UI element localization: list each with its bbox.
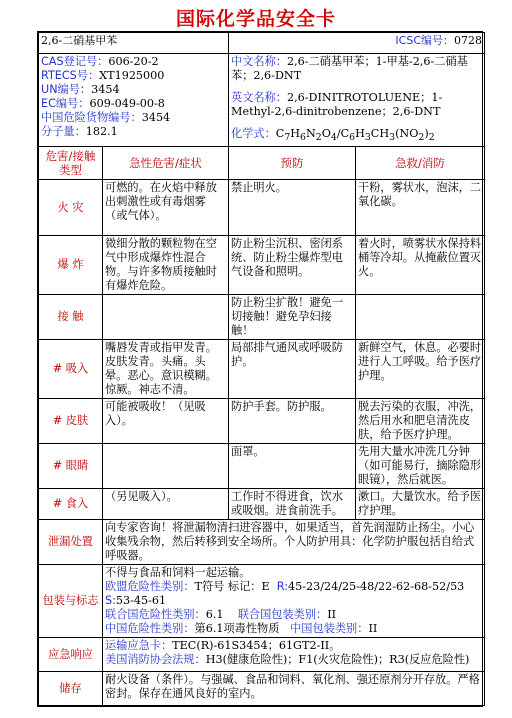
chemical-name <box>39 33 229 54</box>
col-type: 危害/接触类型 <box>39 147 103 180</box>
row-prevention-explosion: 防止粉尘沉积、密闭系统、防止粉尘爆炸型电气设备和照明。 <box>229 236 356 295</box>
un-class-value: 6.1 <box>205 608 224 622</box>
col-prevention: 预防 <box>229 147 356 180</box>
identifiers-block <box>39 54 229 147</box>
en-name-label: 英文名称： <box>231 91 287 104</box>
icsc-value: 0728 <box>454 34 482 47</box>
row-hazard-eyes <box>103 444 229 489</box>
names-block <box>229 54 485 147</box>
emergency-text <box>103 638 485 672</box>
row-type-ingestion: # 食入 <box>39 489 103 520</box>
packaging-text <box>103 565 485 638</box>
nfpa-value: H3(健康危险性)；F1(火灾危险性)；R3(反应危险性) <box>205 653 470 667</box>
row-hazard-explosion: 微细分散的颗粒物在空气中形成爆炸性混合物。与许多物质接触时有爆炸危险。 <box>103 236 229 295</box>
rtecs-label: RTECS号： <box>41 69 100 82</box>
r-phrase-label: R: <box>276 580 288 594</box>
un-pack-value: II <box>327 608 337 622</box>
nfpa-label: 美国消防协会法规： <box>105 653 206 667</box>
formula-label: 化学式： <box>231 127 276 140</box>
un-value: 3454 <box>91 83 120 96</box>
safety-card <box>37 31 483 707</box>
col-hazard: 急性危害/症状 <box>103 147 229 180</box>
storage-label: 储存 <box>39 672 103 706</box>
cn-name-value: 2,6-二硝基甲苯；1-甲基-2,6-二硝基苯；2,6-DNT <box>231 55 468 82</box>
cas-value: 606-20-2 <box>108 55 159 68</box>
row-hazard-inhalation: 嘴唇发青或指甲发青。皮肤发青。头痛。头晕。恶心。意识模糊。惊厥。神志不清。 <box>103 340 229 399</box>
row-aid-explosion: 着火时，喷雾状水保持料桶等冷却。从掩蔽位置灭火。 <box>356 236 485 295</box>
row-aid-inhalation: 新鲜空气，休息。必要时进行人工呼吸。给予医疗护理。 <box>356 340 485 399</box>
s-phrase-label: S: <box>105 594 116 608</box>
row-hazard-skin: 可能被吸收！（见吸入）。 <box>103 399 229 444</box>
row-aid-fire: 干粉，雾状水，泡沫，二氧化碳。 <box>356 180 485 236</box>
cn-value: 3454 <box>141 111 171 124</box>
row-prevention-fire: 禁止明火。 <box>229 180 356 236</box>
cn-name-label: 中文名称： <box>231 55 287 68</box>
row-hazard-ingestion: （另见吸入）。 <box>103 489 229 520</box>
row-type-explosion: 爆 炸 <box>39 236 103 295</box>
row-prevention-ingestion: 工作时不得进食，饮水或吸烟。进食前洗手。 <box>229 489 356 520</box>
row-type-fire: 火 灾 <box>39 180 103 236</box>
cn-class-label: 中国危险性类别： <box>105 622 195 636</box>
emergency-label: 应急响应 <box>39 638 103 672</box>
card-title: 国际化学品安全卡 <box>175 8 336 30</box>
row-aid-ingestion: 漱口。大量饮水。给予医疗护理。 <box>356 489 485 520</box>
cn-pack-label: 中国包装类别： <box>290 622 369 636</box>
row-prevention-skin: 防护手套。防护服。 <box>229 399 356 444</box>
icsc-label: ICSC编号： <box>395 34 454 47</box>
row-prevention-inhalation: 局部排气通风或呼吸防护。 <box>229 340 356 399</box>
row-aid-skin: 脱去污染的衣服，冲洗，然后用水和肥皂清洗皮肤，给予医疗护理。 <box>356 399 485 444</box>
un-pack-label: 联合国包装类别： <box>237 608 328 622</box>
spill-text: 向专家咨询！将泄漏物清扫进容器中，如果适当，首先润湿防止扬尘。小心收集残余物，然后转移到安全场所。个人防护用具：化学防护服包括自给式呼吸器。 <box>103 520 485 565</box>
formula-value: $C_7H_6N_2O_4/C_6H_3CH_3(NO_2)_2$ <box>275 127 435 144</box>
rtecs-value: XT1925000 <box>99 69 165 82</box>
eu-class-value: T符号 标记：E <box>194 580 270 594</box>
un-label: UN编号： <box>41 83 92 96</box>
row-type-contact: 接 触 <box>39 295 103 340</box>
packaging-label: 包装与标志 <box>39 565 103 638</box>
spill-label: 泄漏处置 <box>39 520 103 565</box>
s-phrase-value: 53-45-61 <box>115 594 167 608</box>
row-type-skin: # 皮肤 <box>39 399 103 444</box>
en-name-value: 2,6-DINITROTOLUENE；1-Methyl-2,6-dinitrobenzene；2,6-DNT <box>231 91 443 118</box>
mw-label: 分子量： <box>41 125 86 138</box>
row-aid-contact <box>356 295 485 340</box>
mw-value: 182.1 <box>85 125 118 138</box>
cn-label: 中国危险货物编号： <box>41 111 142 124</box>
r-phrase-value: 45-23/24/25-48/22-62-68-52/53 <box>287 580 465 594</box>
cn-pack-value: II <box>368 622 378 636</box>
cn-class-value: 第6.1项毒性物质 <box>194 622 280 636</box>
packaging-line-1: 不得与食品和饲料一起运输。 <box>105 566 251 580</box>
row-aid-eyes: 先用大量水冲洗几分钟（如可能易行，摘除隐形眼镜），然后就医。 <box>356 444 485 489</box>
row-hazard-contact <box>103 295 229 340</box>
col-aid: 急救/消防 <box>356 147 485 180</box>
row-prevention-eyes: 面罩。 <box>229 444 356 489</box>
ec-label: EC编号： <box>41 97 90 110</box>
storage-text: 耐火设备（条件）。与强碱、食品和饲料、氧化剂、强还原剂分开存放。严格密封。保存在通风良好的室内。 <box>103 672 485 706</box>
ec-value: 609-049-00-8 <box>89 97 165 110</box>
eu-class-label: 欧盟危险性类别： <box>105 580 195 594</box>
cas-label: CAS登记号： <box>41 55 109 68</box>
transport-card-label: 运输应急卡： <box>105 639 173 653</box>
row-hazard-fire: 可燃的。在火焰中释放出刺激性或有毒烟雾（或气体）。 <box>103 180 229 236</box>
row-prevention-contact: 防止粉尘扩散！避免一切接触！避免孕妇接触！ <box>229 295 356 340</box>
un-class-label: 联合国危险性类别： <box>105 608 206 622</box>
row-type-inhalation: # 吸入 <box>39 340 103 399</box>
icsc-number <box>229 33 485 54</box>
row-type-eyes: # 眼睛 <box>39 444 103 489</box>
transport-card-value: TEC(R)-61S3454；61GT2-II。 <box>172 639 341 653</box>
chemical-name-text: 2,6-二硝基甲苯 <box>41 34 118 47</box>
